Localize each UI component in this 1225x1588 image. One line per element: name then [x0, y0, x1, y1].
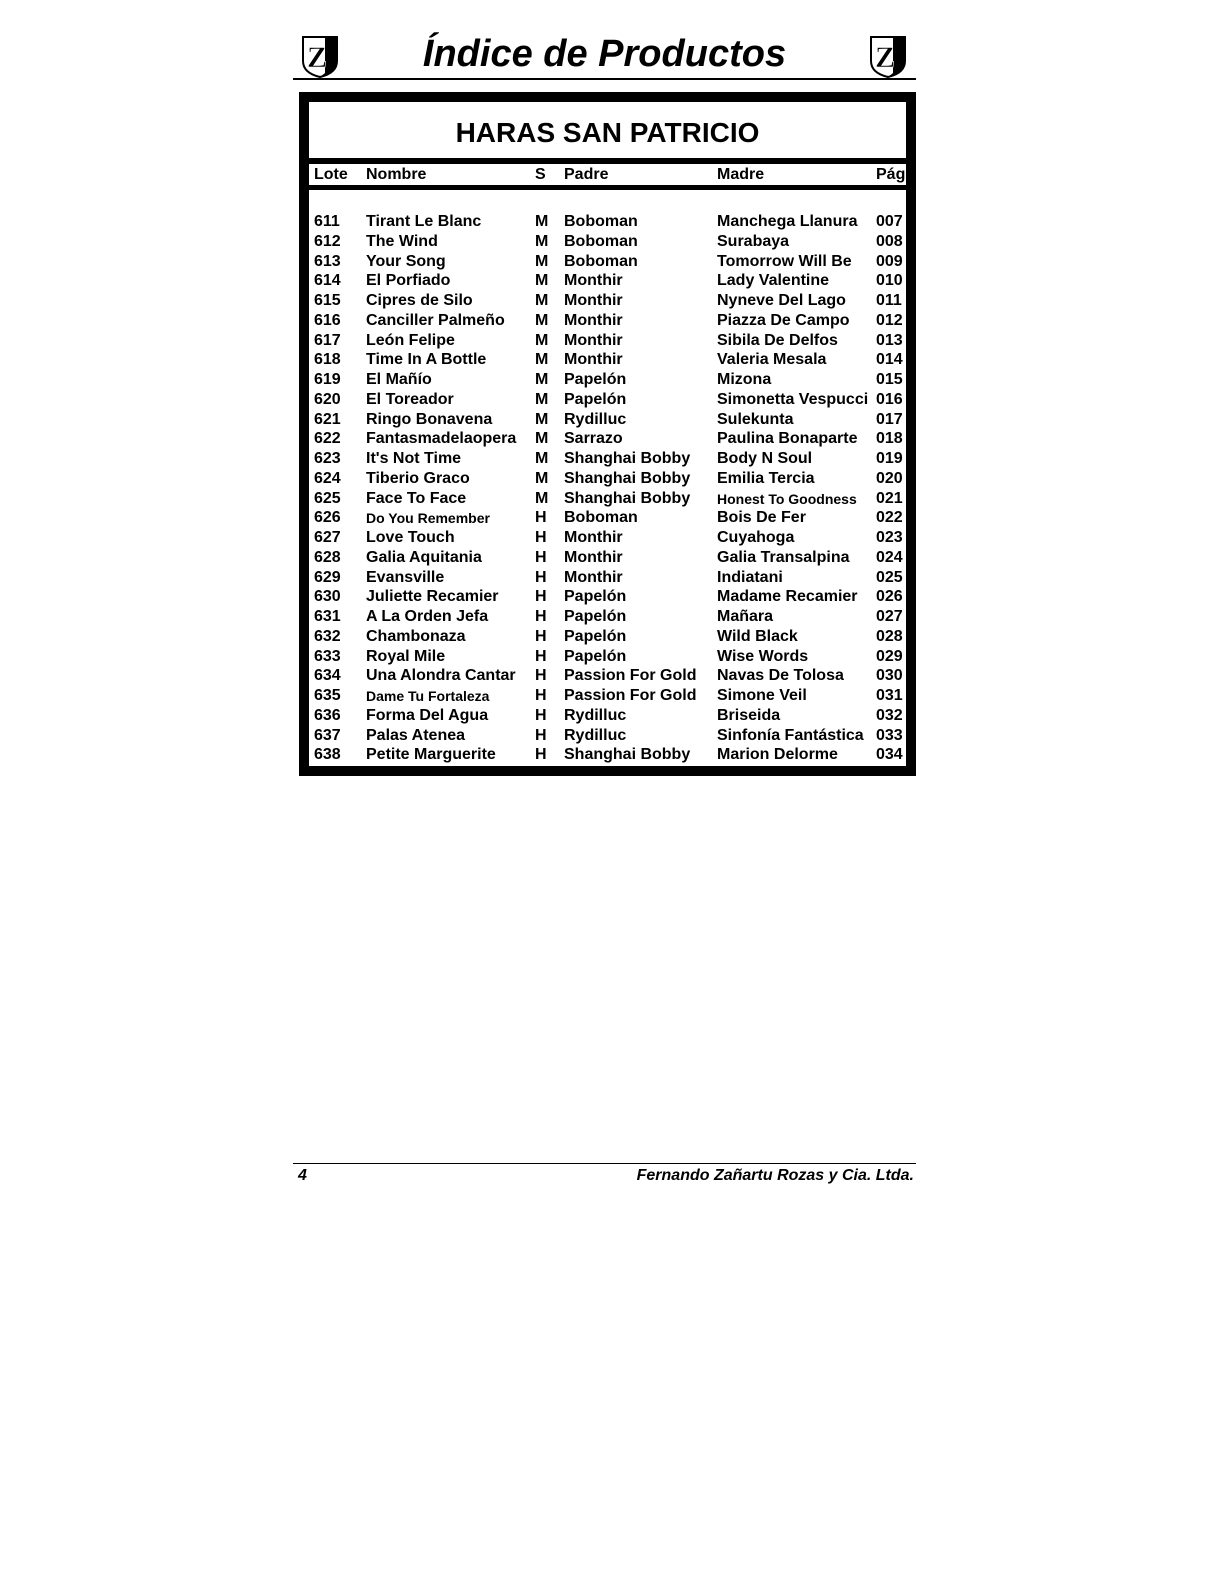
svg-text:Z: Z — [306, 41, 328, 74]
table-row — [309, 548, 906, 568]
padre-cell: Passion For Gold — [564, 667, 697, 685]
lote-cell: 619 — [314, 371, 341, 388]
madre-cell: Valeria Mesala — [717, 351, 827, 369]
nombre-cell: Dame Tu Fortaleza — [366, 688, 490, 704]
table-row — [309, 449, 906, 469]
padre-cell: Boboman — [564, 213, 638, 230]
sexo-cell: M — [535, 331, 549, 349]
padre-cell: Papelón — [564, 608, 627, 625]
madre-cell: Honest To Goodness — [717, 490, 857, 507]
table-row — [309, 489, 906, 509]
nombre-cell: Chambonaza — [366, 627, 466, 645]
company-name: Fernando Zañartu Rozas y Cia. Ltda. — [636, 1167, 914, 1184]
lote-cell: 635 — [314, 687, 341, 704]
nombre-cell: Cipres de Silo — [366, 292, 473, 309]
pagina-cell: 015 — [876, 371, 903, 388]
table-row — [309, 291, 906, 311]
table-row — [309, 587, 906, 607]
column-header-pagina: Pág. — [876, 166, 910, 183]
pagina-cell: 032 — [876, 706, 903, 724]
padre-cell: Rydilluc — [564, 726, 627, 744]
padre-cell: Shanghai Bobby — [564, 489, 691, 507]
table-row — [309, 726, 906, 746]
sexo-cell: M — [535, 311, 549, 329]
table-row — [309, 311, 906, 331]
madre-cell: Manchega Llanura — [717, 213, 858, 230]
padre-cell: Shanghai Bobby — [564, 450, 691, 467]
lote-cell: 614 — [314, 272, 341, 290]
madre-cell: Indiatani — [717, 568, 783, 586]
sexo-cell: M — [535, 489, 549, 507]
madre-cell: Simonetta Vespucci — [717, 390, 869, 408]
padre-cell: Shanghai Bobby — [564, 469, 691, 487]
column-header-lote: Lote — [314, 166, 348, 183]
pagina-cell: 021 — [876, 489, 903, 507]
table-row — [309, 607, 906, 627]
nombre-cell: Time In A Bottle — [366, 351, 487, 369]
lote-cell: 611 — [314, 213, 340, 230]
table-row — [309, 745, 906, 765]
pagina-cell: 009 — [876, 252, 903, 270]
table-row — [309, 508, 906, 528]
catalog-table-frame — [299, 92, 916, 776]
lote-cell: 627 — [314, 529, 341, 546]
padre-cell: Papelón — [564, 627, 627, 645]
sexo-cell: H — [535, 529, 547, 546]
sexo-cell: M — [535, 351, 549, 369]
nombre-cell: Fantasmadelaopera — [366, 430, 517, 448]
madre-cell: Galia Transalpina — [717, 548, 850, 566]
pagina-cell: 034 — [876, 746, 903, 764]
table-row — [309, 271, 906, 291]
nombre-cell: Face To Face — [366, 489, 467, 507]
page-header — [293, 30, 916, 80]
nombre-cell: El Toreador — [366, 390, 454, 408]
lote-cell: 622 — [314, 430, 341, 448]
lote-cell: 631 — [314, 608, 341, 625]
pagina-cell: 023 — [876, 529, 903, 546]
lote-cell: 621 — [314, 410, 341, 428]
footer-divider — [293, 1163, 916, 1164]
column-header-nombre: Nombre — [366, 166, 427, 183]
pagina-cell: 022 — [876, 509, 903, 527]
sexo-cell: H — [535, 588, 547, 606]
pagina-cell: 024 — [876, 548, 903, 566]
table-row — [309, 232, 906, 252]
page-title: Índice de Productos — [422, 33, 787, 75]
madre-cell: Simone Veil — [717, 687, 807, 704]
nombre-cell: Evansville — [366, 568, 445, 586]
lote-cell: 620 — [314, 390, 341, 408]
padre-cell: Papelón — [564, 371, 627, 388]
sexo-cell: M — [535, 213, 549, 230]
padre-cell: Rydilluc — [564, 706, 627, 724]
padre-cell: Boboman — [564, 252, 638, 270]
sexo-cell: H — [535, 608, 547, 625]
nombre-cell: Tirant Le Blanc — [366, 213, 482, 230]
sexo-cell: M — [535, 371, 549, 388]
nombre-cell: Love Touch — [366, 529, 455, 546]
table-row — [309, 627, 906, 647]
nombre-cell: Forma Del Agua — [366, 706, 489, 724]
header-divider — [293, 78, 916, 80]
table-row — [309, 212, 906, 232]
padre-cell: Papelón — [564, 647, 627, 665]
column-header-sexo: S — [535, 166, 546, 183]
pagina-cell: 030 — [876, 667, 903, 685]
pagina-cell: 007 — [876, 213, 903, 230]
table-row — [309, 350, 906, 370]
table-row — [309, 331, 906, 351]
table-row — [309, 706, 906, 726]
nombre-cell: Your Song — [366, 252, 446, 270]
madre-cell: Madame Recamier — [717, 588, 858, 606]
sexo-cell: M — [535, 292, 549, 309]
nombre-cell: León Felipe — [366, 331, 455, 349]
madre-cell: Tomorrow Will Be — [717, 252, 852, 270]
sexo-cell: M — [535, 232, 549, 250]
nombre-cell: Una Alondra Cantar — [366, 667, 516, 685]
pagina-cell: 011 — [876, 292, 902, 309]
pagina-cell: 025 — [876, 568, 903, 586]
table-row — [309, 528, 906, 548]
lote-cell: 615 — [314, 292, 341, 309]
madre-cell: Surabaya — [717, 232, 790, 250]
nombre-cell: Palas Atenea — [366, 726, 466, 744]
lote-cell: 628 — [314, 548, 341, 566]
pagina-cell: 017 — [876, 410, 903, 428]
lote-cell: 626 — [314, 509, 341, 527]
svg-text:Z: Z — [874, 41, 896, 74]
sexo-cell: M — [535, 430, 549, 448]
table-row — [309, 429, 906, 449]
pagina-cell: 016 — [876, 390, 903, 408]
madre-cell: Paulina Bonaparte — [717, 430, 858, 448]
padre-cell: Monthir — [564, 568, 623, 586]
nombre-cell: Ringo Bonavena — [366, 410, 493, 428]
pagina-cell: 031 — [876, 687, 903, 704]
nombre-cell: Petite Marguerite — [366, 746, 496, 764]
table-row — [309, 410, 906, 430]
sexo-cell: M — [535, 469, 549, 487]
lote-cell: 630 — [314, 588, 341, 606]
lote-cell: 624 — [314, 469, 341, 487]
pagina-cell: 010 — [876, 272, 903, 290]
sexo-cell: H — [535, 548, 547, 566]
madre-cell: Navas De Tolosa — [717, 667, 844, 685]
pagina-cell: 026 — [876, 588, 903, 606]
lote-cell: 613 — [314, 252, 341, 270]
lote-cell: 625 — [314, 489, 341, 507]
header-band-bottom — [309, 185, 906, 190]
table-body — [309, 212, 906, 765]
lote-cell: 612 — [314, 232, 341, 250]
lote-cell: 616 — [314, 311, 341, 329]
padre-cell: Monthir — [564, 272, 623, 290]
pagina-cell: 027 — [876, 608, 903, 625]
table-row — [309, 647, 906, 667]
nombre-cell: The Wind — [366, 232, 438, 250]
madre-cell: Piazza De Campo — [717, 311, 850, 329]
sexo-cell: H — [535, 667, 547, 685]
nombre-cell: El Porfiado — [366, 272, 451, 290]
lote-cell: 634 — [314, 667, 341, 685]
nombre-cell: Royal Mile — [366, 647, 446, 665]
section-title: HARAS SAN PATRICIO — [455, 117, 760, 148]
padre-cell: Monthir — [564, 548, 623, 566]
sexo-cell: H — [535, 746, 547, 764]
lote-cell: 623 — [314, 450, 341, 467]
lote-cell: 638 — [314, 746, 341, 764]
lote-cell: 629 — [314, 568, 341, 586]
padre-cell: Monthir — [564, 351, 623, 369]
pagina-cell: 029 — [876, 647, 903, 665]
lote-cell: 636 — [314, 706, 341, 724]
pagina-cell: 028 — [876, 627, 903, 645]
pagina-cell: 013 — [876, 331, 903, 349]
pagina-cell: 019 — [876, 450, 903, 467]
pagina-cell: 014 — [876, 351, 903, 369]
sexo-cell: H — [535, 687, 547, 704]
nombre-cell: El Mañío — [366, 371, 432, 388]
sexo-cell: M — [535, 390, 549, 408]
madre-cell: Mañara — [717, 608, 774, 625]
nombre-cell: Galia Aquitania — [366, 548, 482, 566]
table-row — [309, 390, 906, 410]
sexo-cell: H — [535, 706, 547, 724]
nombre-cell: A La Orden Jefa — [366, 608, 489, 625]
sexo-cell: H — [535, 647, 547, 665]
sexo-cell: M — [535, 252, 549, 270]
padre-cell: Papelón — [564, 588, 627, 606]
column-header-padre: Padre — [564, 166, 609, 183]
lote-cell: 637 — [314, 726, 341, 744]
madre-cell: Mizona — [717, 371, 772, 388]
madre-cell: Wild Black — [717, 627, 798, 645]
sexo-cell: M — [535, 450, 549, 467]
madre-cell: Nyneve Del Lago — [717, 292, 846, 309]
madre-cell: Briseida — [717, 706, 781, 724]
table-row — [309, 370, 906, 390]
padre-cell: Monthir — [564, 529, 623, 546]
nombre-cell: Canciller Palmeño — [366, 311, 505, 329]
zanartu-shield-logo-icon — [865, 33, 911, 79]
column-header-madre: Madre — [717, 166, 765, 183]
table-row — [309, 568, 906, 588]
table-row — [309, 686, 906, 706]
lote-cell: 633 — [314, 647, 341, 665]
sexo-cell: H — [535, 568, 547, 586]
madre-cell: Sulekunta — [717, 410, 794, 428]
nombre-cell: Do You Remember — [366, 510, 490, 527]
nombre-cell: It's Not Time — [366, 450, 462, 467]
pagina-cell: 033 — [876, 726, 903, 744]
madre-cell: Emilia Tercia — [717, 469, 815, 487]
madre-cell: Wise Words — [717, 647, 809, 665]
padre-cell: Monthir — [564, 331, 623, 349]
pagina-cell: 008 — [876, 232, 903, 250]
table-row — [309, 469, 906, 489]
lote-cell: 632 — [314, 627, 341, 645]
padre-cell: Boboman — [564, 509, 638, 527]
pagina-cell: 020 — [876, 469, 903, 487]
sexo-cell: H — [535, 726, 547, 744]
madre-cell: Bois De Fer — [717, 509, 806, 527]
padre-cell: Sarrazo — [564, 430, 623, 448]
sexo-cell: M — [535, 272, 549, 290]
padre-cell: Boboman — [564, 232, 638, 250]
table-row — [309, 252, 906, 272]
madre-cell: Body N Soul — [717, 450, 813, 467]
padre-cell: Rydilluc — [564, 410, 627, 428]
madre-cell: Marion Delorme — [717, 746, 838, 764]
lote-cell: 617 — [314, 331, 341, 349]
catalog-table — [309, 102, 910, 766]
madre-cell: Sinfonía Fantástica — [717, 726, 864, 744]
padre-cell: Shanghai Bobby — [564, 746, 691, 764]
sexo-cell: H — [535, 627, 547, 645]
pagina-cell: 012 — [876, 311, 903, 329]
pagina-cell: 018 — [876, 430, 903, 448]
padre-cell: Papelón — [564, 390, 627, 408]
sexo-cell: H — [535, 509, 547, 527]
page-number: 4 — [298, 1167, 307, 1184]
padre-cell: Monthir — [564, 311, 623, 329]
table-row — [309, 666, 906, 686]
madre-cell: Cuyahoga — [717, 529, 795, 546]
padre-cell: Monthir — [564, 292, 623, 309]
nombre-cell: Juliette Recamier — [366, 588, 499, 606]
nombre-cell: Tiberio Graco — [366, 469, 470, 487]
madre-cell: Lady Valentine — [717, 272, 830, 290]
sexo-cell: M — [535, 410, 549, 428]
lote-cell: 618 — [314, 351, 341, 369]
madre-cell: Sibila De Delfos — [717, 331, 838, 349]
padre-cell: Passion For Gold — [564, 687, 697, 704]
